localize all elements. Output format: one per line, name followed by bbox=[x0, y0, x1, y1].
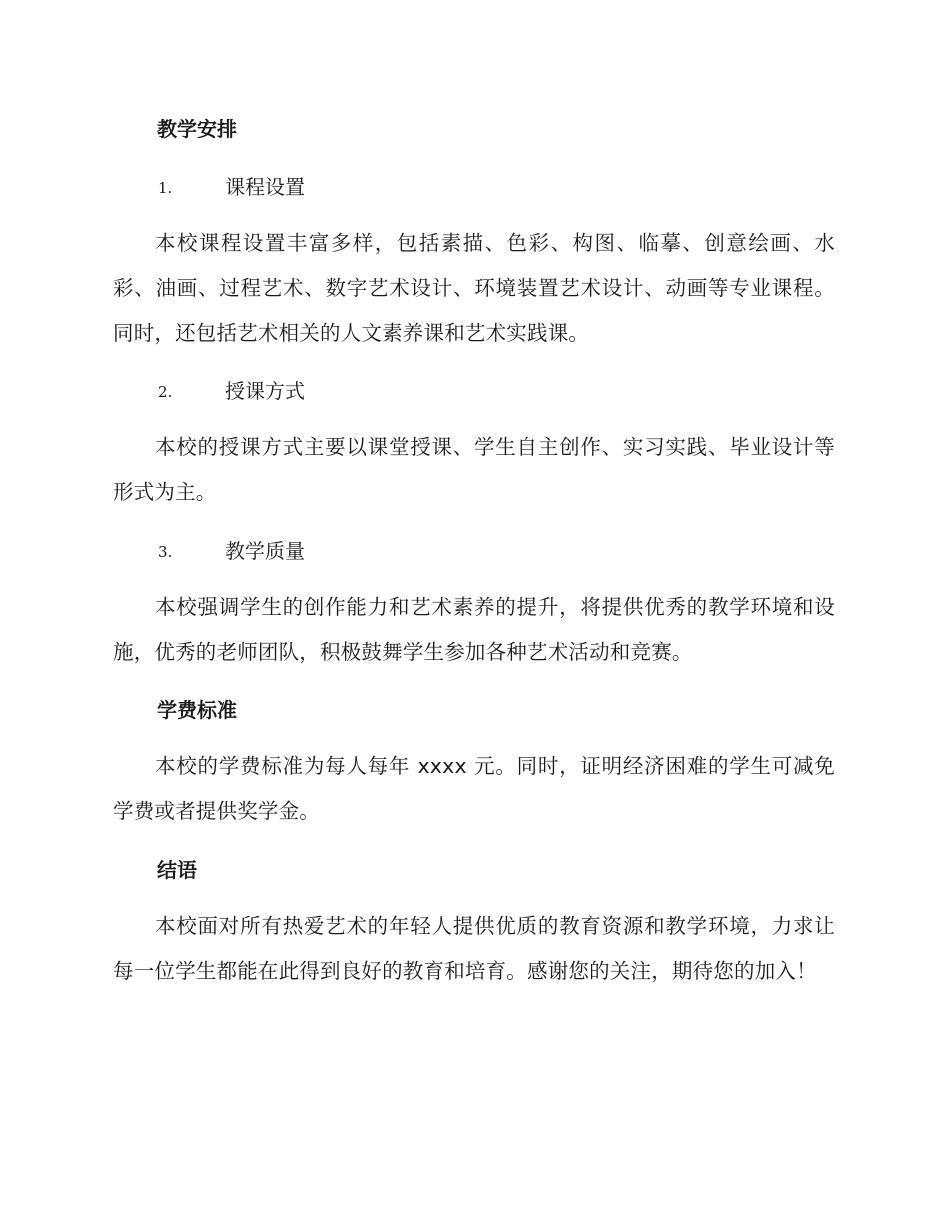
subsection-title: 课程设置 bbox=[225, 175, 305, 199]
list-number: 2. bbox=[158, 383, 173, 401]
list-number: 3. bbox=[158, 543, 173, 561]
section-heading-tuition: 学费标准 bbox=[157, 698, 237, 722]
section-heading-conclusion: 结语 bbox=[157, 858, 197, 882]
paragraph-teaching-method: 本校的授课方式主要以课堂授课、学生自主创作、实习实践、毕业设计等形式为主。 bbox=[113, 435, 835, 504]
subsection-teaching-quality bbox=[158, 538, 305, 565]
subsection-title: 授课方式 bbox=[225, 379, 305, 403]
subsection-title: 教学质量 bbox=[225, 539, 305, 563]
paragraph-tuition: 本校的学费标准为每人每年 xxxx 元。同时，证明经济困难的学生可减免学费或者提供奖学金。 bbox=[113, 754, 835, 823]
list-number: 1. bbox=[158, 179, 173, 197]
paragraph-teaching-quality: 本校强调学生的创作能力和艺术素养的提升，将提供优秀的教学环境和设施，优秀的老师团队，积极鼓舞学生参加各种艺术活动和竞赛。 bbox=[113, 595, 835, 664]
subsection-teaching-method bbox=[158, 378, 305, 405]
paragraph-conclusion: 本校面对所有热爱艺术的年轻人提供优质的教育资源和教学环境，力求让每一位学生都能在此得到良好的教育和培育。感谢您的关注，期待您的加入！ bbox=[113, 914, 835, 983]
section-heading-teaching: 教学安排 bbox=[157, 117, 237, 141]
subsection-course-setup bbox=[158, 174, 305, 201]
paragraph-course-setup: 本校课程设置丰富多样，包括素描、色彩、构图、临摹、创意绘画、水彩、油画、过程艺术、数字艺术设计、环境装置艺术设计、动画等专业课程。同时，还包括艺术相关的人文素养课和艺术实践课。 bbox=[113, 231, 835, 345]
